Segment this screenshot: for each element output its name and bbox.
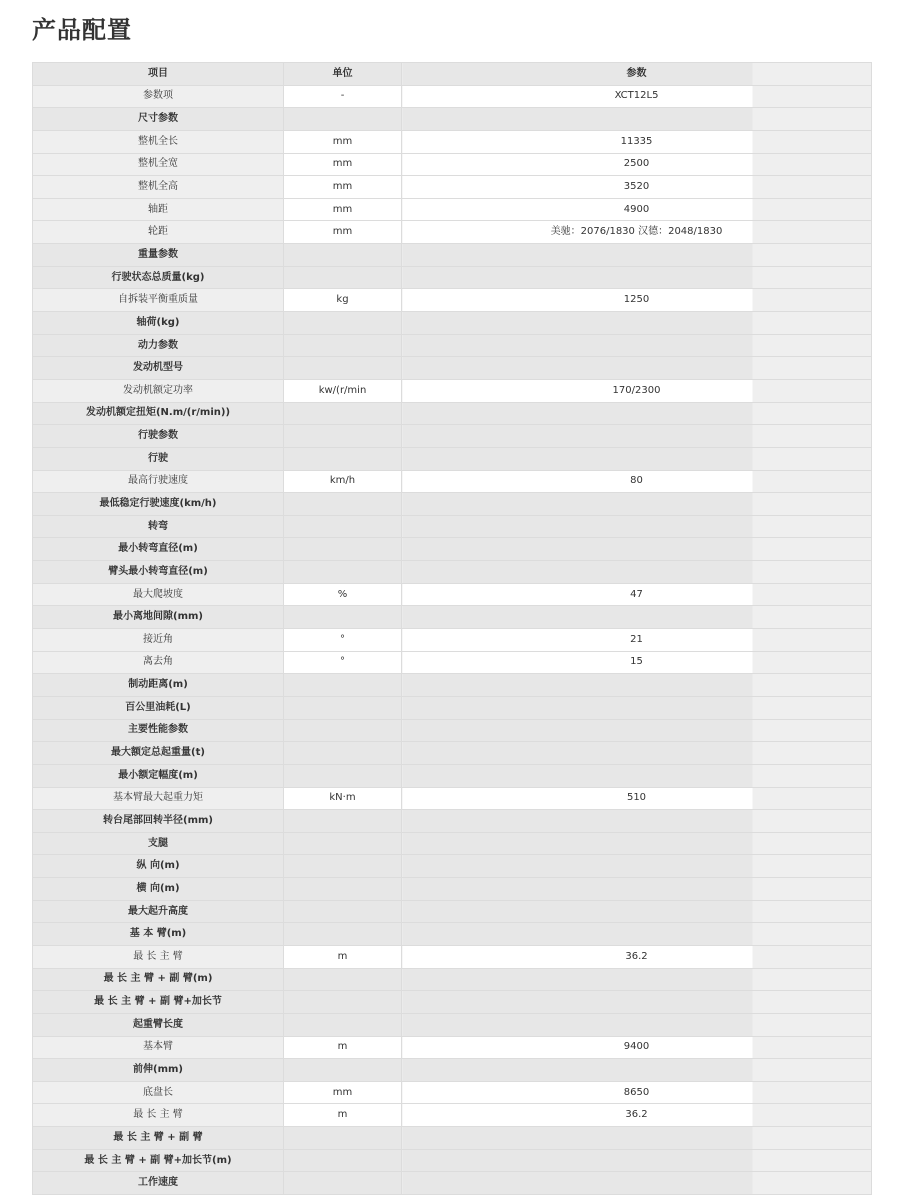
cell-value: [402, 312, 872, 335]
cell-value: [402, 810, 872, 833]
cell-unit: [284, 515, 402, 538]
section-row: [33, 244, 872, 267]
cell-unit: mm: [284, 1081, 402, 1104]
table-header-row: [33, 63, 872, 86]
cell-unit: °: [284, 651, 402, 674]
section-row: [33, 266, 872, 289]
cell-item: 横 向(m): [33, 878, 284, 901]
cell-value: [402, 764, 872, 787]
cell-unit: [284, 561, 402, 584]
cell-item: 轮距: [33, 221, 284, 244]
section-row: [33, 312, 872, 335]
cell-unit: m: [284, 1104, 402, 1127]
cell-unit: [284, 1059, 402, 1082]
section-row: [33, 674, 872, 697]
table-row: [33, 198, 872, 221]
cell-value: 21: [402, 629, 872, 652]
cell-item: 底盘长: [33, 1081, 284, 1104]
section-row: [33, 357, 872, 380]
cell-value: [402, 515, 872, 538]
cell-unit: [284, 810, 402, 833]
cell-unit: [284, 312, 402, 335]
spec-table: [32, 62, 872, 1195]
cell-unit: [284, 878, 402, 901]
cell-unit: [284, 108, 402, 131]
cell-value: 2500: [402, 153, 872, 176]
cell-item: 发动机型号: [33, 357, 284, 380]
cell-unit: [284, 244, 402, 267]
cell-value: 510: [402, 787, 872, 810]
cell-value: 170/2300: [402, 379, 872, 402]
table-row: [33, 629, 872, 652]
cell-unit: °: [284, 629, 402, 652]
cell-item: 最大爬坡度: [33, 583, 284, 606]
cell-value: [402, 1059, 872, 1082]
cell-item: 行驶状态总质量(kg): [33, 266, 284, 289]
cell-item: 轴荷(kg): [33, 312, 284, 335]
cell-unit: [284, 991, 402, 1014]
section-row: [33, 878, 872, 901]
cell-value: [402, 357, 872, 380]
cell-value: [402, 1149, 872, 1172]
cell-item: 最 长 主 臂 + 副 臂+加长节(m): [33, 1149, 284, 1172]
header-item: 项目: [33, 63, 284, 86]
cell-item: 支腿: [33, 832, 284, 855]
cell-item: 重量参数: [33, 244, 284, 267]
cell-item: 最 长 主 臂: [33, 1104, 284, 1127]
section-row: [33, 923, 872, 946]
table-row: [33, 1081, 872, 1104]
cell-item: 离去角: [33, 651, 284, 674]
cell-unit: [284, 832, 402, 855]
section-row: [33, 334, 872, 357]
cell-item: 最高行驶速度: [33, 470, 284, 493]
cell-value: [402, 991, 872, 1014]
section-row: [33, 991, 872, 1014]
cell-item: 百公里油耗(L): [33, 696, 284, 719]
section-row: [33, 425, 872, 448]
cell-value: 36.2: [402, 1104, 872, 1127]
cell-item: 起重臂长度: [33, 1013, 284, 1036]
cell-unit: [284, 538, 402, 561]
cell-unit: [284, 1013, 402, 1036]
cell-unit: kw/(r/min: [284, 379, 402, 402]
cell-unit: [284, 719, 402, 742]
cell-unit: kg: [284, 289, 402, 312]
cell-unit: mm: [284, 221, 402, 244]
cell-item: 工作速度: [33, 1172, 284, 1195]
cell-value: [402, 1127, 872, 1150]
table-row: [33, 153, 872, 176]
cell-value: [402, 606, 872, 629]
cell-item: 尺寸参数: [33, 108, 284, 131]
section-row: [33, 696, 872, 719]
cell-unit: [284, 425, 402, 448]
cell-value: 36.2: [402, 945, 872, 968]
cell-unit: [284, 493, 402, 516]
cell-item: 接近角: [33, 629, 284, 652]
cell-unit: %: [284, 583, 402, 606]
cell-value: [402, 334, 872, 357]
cell-item: 最小离地间隙(mm): [33, 606, 284, 629]
cell-item: 发动机额定功率: [33, 379, 284, 402]
table-row: [33, 289, 872, 312]
cell-value: [402, 1013, 872, 1036]
table-row: [33, 945, 872, 968]
cell-item: 最 长 主 臂 + 副 臂: [33, 1127, 284, 1150]
cell-unit: [284, 334, 402, 357]
cell-item: 整机全长: [33, 130, 284, 153]
cell-value: [402, 244, 872, 267]
cell-value: [402, 719, 872, 742]
cell-unit: km/h: [284, 470, 402, 493]
table-row: [33, 176, 872, 199]
cell-item: 最小转弯直径(m): [33, 538, 284, 561]
table-row: [33, 651, 872, 674]
table-row: [33, 583, 872, 606]
section-row: [33, 764, 872, 787]
table-row: [33, 379, 872, 402]
cell-unit: [284, 742, 402, 765]
cell-item: 转台尾部回转半径(mm): [33, 810, 284, 833]
header-value: 参数: [402, 63, 872, 86]
cell-value: [402, 538, 872, 561]
section-row: [33, 810, 872, 833]
header-unit: 单位: [284, 63, 402, 86]
section-row: [33, 1149, 872, 1172]
cell-item: 臂头最小转弯直径(m): [33, 561, 284, 584]
page-title: 产品配置: [32, 16, 132, 44]
cell-value: 47: [402, 583, 872, 606]
cell-unit: [284, 764, 402, 787]
cell-value: [402, 266, 872, 289]
section-row: [33, 561, 872, 584]
cell-value: 80: [402, 470, 872, 493]
cell-value: 1250: [402, 289, 872, 312]
cell-item: 最 长 主 臂 + 副 臂+加长节: [33, 991, 284, 1014]
section-row: [33, 1172, 872, 1195]
section-row: [33, 855, 872, 878]
cell-item: 动力参数: [33, 334, 284, 357]
section-row: [33, 1013, 872, 1036]
cell-item: 前伸(mm): [33, 1059, 284, 1082]
cell-value: 4900: [402, 198, 872, 221]
cell-unit: [284, 357, 402, 380]
cell-value: [402, 402, 872, 425]
cell-value: [402, 900, 872, 923]
cell-value: [402, 742, 872, 765]
cell-item: 轴距: [33, 198, 284, 221]
table-row: [33, 221, 872, 244]
cell-unit: mm: [284, 198, 402, 221]
cell-item: 最大起升高度: [33, 900, 284, 923]
cell-value: [402, 923, 872, 946]
section-row: [33, 1059, 872, 1082]
cell-unit: -: [284, 85, 402, 108]
cell-value: [402, 561, 872, 584]
cell-item: 发动机额定扭矩(N.m/(r/min)): [33, 402, 284, 425]
cell-unit: [284, 900, 402, 923]
cell-value: 11335: [402, 130, 872, 153]
cell-item: 整机全高: [33, 176, 284, 199]
cell-value: [402, 855, 872, 878]
table-row: [33, 1104, 872, 1127]
cell-value: [402, 108, 872, 131]
cell-item: 纵 向(m): [33, 855, 284, 878]
cell-item: 基 本 臂(m): [33, 923, 284, 946]
cell-item: 基本臂: [33, 1036, 284, 1059]
cell-value: 8650: [402, 1081, 872, 1104]
cell-unit: [284, 696, 402, 719]
section-row: [33, 108, 872, 131]
section-row: [33, 447, 872, 470]
section-row: [33, 719, 872, 742]
section-row: [33, 538, 872, 561]
cell-item: 最 长 主 臂: [33, 945, 284, 968]
cell-unit: m: [284, 945, 402, 968]
cell-value: 15: [402, 651, 872, 674]
cell-unit: [284, 674, 402, 697]
cell-unit: [284, 402, 402, 425]
cell-item: 最 长 主 臂 + 副 臂(m): [33, 968, 284, 991]
cell-item: 最低稳定行驶速度(km/h): [33, 493, 284, 516]
cell-value: [402, 425, 872, 448]
section-row: [33, 402, 872, 425]
cell-value: [402, 832, 872, 855]
cell-item: 最大额定总起重量(t): [33, 742, 284, 765]
cell-unit: mm: [284, 176, 402, 199]
cell-item: 主要性能参数: [33, 719, 284, 742]
cell-unit: mm: [284, 130, 402, 153]
cell-unit: [284, 923, 402, 946]
cell-value: [402, 968, 872, 991]
cell-unit: [284, 1127, 402, 1150]
cell-value: [402, 696, 872, 719]
cell-value: 9400: [402, 1036, 872, 1059]
cell-item: 制动距离(m): [33, 674, 284, 697]
section-row: [33, 900, 872, 923]
cell-item: 转弯: [33, 515, 284, 538]
cell-unit: kN·m: [284, 787, 402, 810]
cell-value: XCT12L5: [402, 85, 872, 108]
cell-value: [402, 674, 872, 697]
cell-item: 行驶参数: [33, 425, 284, 448]
section-row: [33, 742, 872, 765]
cell-value: 美驰：2076/1830 汉德：2048/1830: [402, 221, 872, 244]
cell-item: 行驶: [33, 447, 284, 470]
cell-value: 3520: [402, 176, 872, 199]
cell-unit: [284, 606, 402, 629]
cell-item: 最小额定幅度(m): [33, 764, 284, 787]
cell-unit: m: [284, 1036, 402, 1059]
cell-value: [402, 878, 872, 901]
cell-unit: [284, 1172, 402, 1195]
cell-value: [402, 493, 872, 516]
table-row: [33, 1036, 872, 1059]
section-row: [33, 1127, 872, 1150]
cell-value: [402, 447, 872, 470]
cell-item: 整机全宽: [33, 153, 284, 176]
section-row: [33, 832, 872, 855]
table-row: [33, 85, 872, 108]
cell-item: 自拆装平衡重质量: [33, 289, 284, 312]
table-row: [33, 787, 872, 810]
cell-unit: [284, 266, 402, 289]
cell-unit: [284, 1149, 402, 1172]
cell-unit: [284, 855, 402, 878]
cell-unit: [284, 968, 402, 991]
section-row: [33, 515, 872, 538]
section-row: [33, 493, 872, 516]
cell-unit: [284, 447, 402, 470]
cell-value: [402, 1172, 872, 1195]
section-row: [33, 606, 872, 629]
cell-item: 参数项: [33, 85, 284, 108]
table-row: [33, 470, 872, 493]
cell-item: 基本臂最大起重力矩: [33, 787, 284, 810]
cell-unit: mm: [284, 153, 402, 176]
table-row: [33, 130, 872, 153]
section-row: [33, 968, 872, 991]
